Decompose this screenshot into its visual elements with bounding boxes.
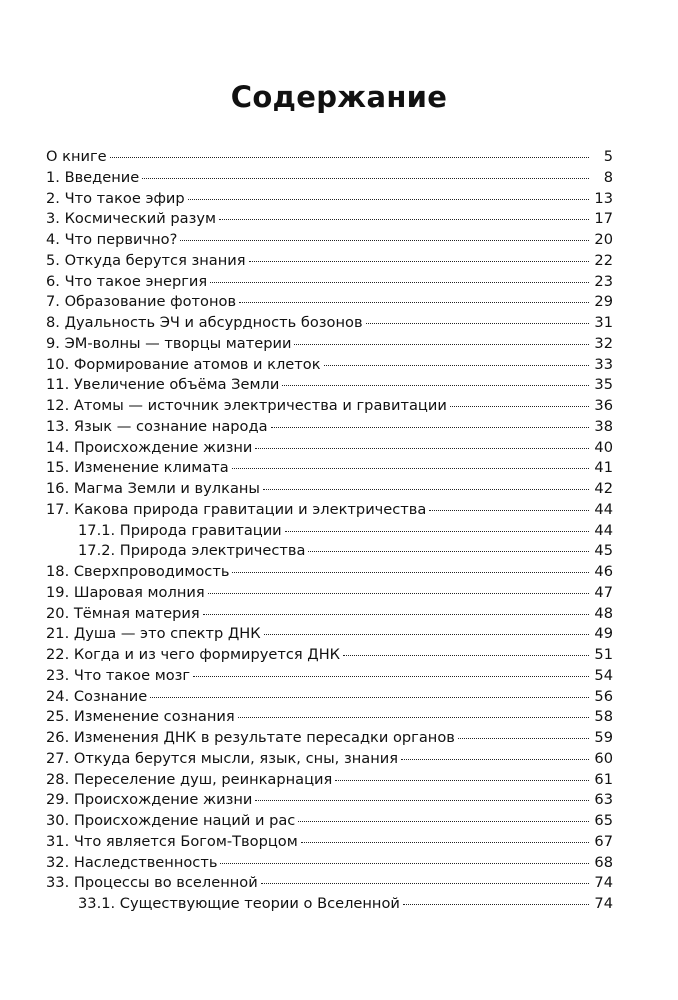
table-of-contents: [46, 147, 613, 915]
toc-entry-title: 4. Что первично?: [46, 231, 178, 248]
toc-dot-leader: [193, 676, 589, 677]
toc-entry-title: 11. Увеличение объёма Земли: [46, 376, 280, 394]
toc-entry-title: 28. Переселение душ, реинкарнация: [46, 770, 333, 788]
toc-dot-leader: [429, 510, 589, 511]
toc-entry: [46, 853, 613, 874]
toc-entry: [46, 770, 613, 791]
toc-subentry: [46, 521, 613, 542]
toc-entry: [46, 811, 613, 832]
toc-page-number: 29: [594, 293, 613, 311]
toc-entry: [46, 479, 613, 500]
toc-entry-title: 9. ЭМ-волны — творцы материи: [46, 334, 292, 352]
toc-dot-leader: [308, 551, 589, 552]
toc-entry-title: 33. Процессы во вселенной: [46, 874, 258, 892]
toc-page-number: 23: [594, 272, 613, 290]
toc-dot-leader: [343, 655, 589, 656]
toc-entry: [46, 583, 613, 604]
toc-entry-title: 26. Изменения ДНК в результате пересадки органов: [46, 729, 455, 746]
toc-entry-title: 14. Происхождение жизни: [46, 438, 253, 456]
toc-dot-leader: [239, 302, 589, 303]
toc-dot-leader: [401, 759, 589, 760]
toc-entry-title: 19. Шаровая молния: [46, 583, 205, 601]
toc-entry: [46, 189, 613, 210]
toc-entry: [46, 728, 613, 749]
toc-entry-title: 7. Образование фотонов: [46, 293, 237, 311]
toc-page-number: 56: [594, 687, 613, 705]
toc-entry: [46, 396, 613, 417]
toc-entry: [46, 624, 613, 645]
toc-dot-leader: [263, 489, 589, 490]
toc-entry: [46, 832, 613, 853]
toc-entry-title: 23. Что такое мозг: [46, 666, 191, 684]
toc-page-number: 8: [603, 168, 613, 186]
toc-dot-leader: [110, 157, 589, 158]
toc-page-number: 59: [594, 729, 613, 746]
toc-entry: [46, 500, 613, 521]
toc-page-number: 20: [594, 231, 613, 248]
toc-entry-title: 20. Тёмная материя: [46, 604, 200, 622]
toc-page-number: 45: [594, 542, 613, 560]
toc-dot-leader: [232, 572, 589, 573]
toc-page-number: 40: [594, 438, 613, 456]
toc-entry-title: О книге: [46, 148, 107, 165]
toc-entry: [46, 707, 613, 728]
toc-dot-leader: [271, 427, 589, 428]
toc-page-number: 13: [594, 189, 613, 207]
toc-entry: [46, 355, 613, 376]
toc-entry: [46, 645, 613, 666]
toc-dot-leader: [180, 240, 589, 241]
toc-page-number: 51: [594, 646, 613, 663]
toc-entry-title: 1. Введение: [46, 168, 140, 186]
toc-page-number: 38: [594, 417, 613, 435]
toc-entry-title: 17.2. Природа электричества: [78, 542, 306, 560]
toc-dot-leader: [232, 468, 589, 469]
toc-page-number: 61: [594, 770, 613, 788]
toc-entry-title: 12. Атомы — источник электричества и гравитации: [46, 397, 447, 414]
toc-entry-title: 17. Какова природа гравитации и электричества: [46, 500, 427, 518]
toc-entry: [46, 334, 613, 355]
toc-entry-title: 24. Сознание: [46, 687, 148, 705]
toc-dot-leader: [403, 904, 589, 905]
toc-page-number: 74: [594, 874, 613, 892]
toc-page-number: 35: [594, 376, 613, 394]
toc-entry-title: 21. Душа — это спектр ДНК: [46, 625, 261, 643]
toc-entry-title: 13. Язык — сознание народа: [46, 417, 268, 435]
toc-entry: [46, 687, 613, 708]
toc-dot-leader: [255, 800, 589, 801]
toc-dot-leader: [458, 738, 589, 739]
toc-entry: [46, 790, 613, 811]
toc-entry: [46, 438, 613, 459]
toc-page-number: 31: [594, 314, 613, 331]
toc-entry: [46, 417, 613, 438]
toc-dot-leader: [203, 614, 589, 615]
toc-page-number: 41: [594, 459, 613, 477]
toc-entry: [46, 168, 613, 189]
toc-dot-leader: [294, 344, 589, 345]
toc-entry-title: 27. Откуда берутся мысли, язык, сны, знания: [46, 749, 398, 767]
toc-page-number: 32: [594, 334, 613, 352]
toc-page-number: 36: [594, 397, 613, 414]
toc-entry: [46, 292, 613, 313]
toc-page-number: 60: [594, 749, 613, 767]
toc-dot-leader: [324, 365, 589, 366]
toc-dot-leader: [210, 282, 589, 283]
toc-entry: [46, 147, 613, 168]
toc-entry: [46, 666, 613, 687]
toc-dot-leader: [255, 448, 589, 449]
toc-entry-title: 5. Откуда берутся знания: [46, 251, 246, 269]
toc-page-number: 46: [594, 563, 613, 580]
toc-entry-title: 10. Формирование атомов и клеток: [46, 355, 321, 373]
toc-page-number: 44: [594, 500, 613, 518]
toc-page-number: 65: [594, 812, 613, 829]
toc-page-number: 22: [594, 251, 613, 269]
toc-dot-leader: [249, 261, 589, 262]
toc-page-number: 47: [594, 583, 613, 601]
toc-entry-title: 6. Что такое энергия: [46, 272, 208, 290]
toc-entry-title: 33.1. Существующие теории о Вселенной: [78, 895, 400, 912]
toc-entry: [46, 458, 613, 479]
toc-entry-title: 2. Что такое эфир: [46, 189, 185, 207]
toc-page-number: 67: [594, 832, 613, 850]
toc-entry-title: 22. Когда и из чего формируется ДНК: [46, 646, 341, 663]
toc-entry: [46, 209, 613, 230]
toc-entry: [46, 562, 613, 583]
toc-dot-leader: [264, 634, 589, 635]
toc-page-number: 58: [594, 708, 613, 726]
toc-dot-leader: [220, 863, 589, 864]
toc-dot-leader: [208, 593, 589, 594]
toc-page-number: 5: [603, 148, 613, 165]
toc-dot-leader: [298, 821, 589, 822]
toc-entry: [46, 749, 613, 770]
toc-entry-title: 31. Что является Богом-Творцом: [46, 832, 298, 850]
toc-dot-leader: [335, 780, 589, 781]
toc-page-number: 42: [594, 480, 613, 497]
toc-entry: [46, 873, 613, 894]
toc-dot-leader: [450, 406, 589, 407]
toc-dot-leader: [261, 883, 589, 884]
toc-entry-title: 32. Наследственность: [46, 853, 218, 871]
toc-page-number: 17: [594, 210, 613, 228]
toc-entry-title: 3. Космический разум: [46, 210, 217, 228]
toc-dot-leader: [219, 219, 589, 220]
toc-entry-title: 29. Происхождение жизни: [46, 791, 253, 809]
toc-entry: [46, 272, 613, 293]
toc-dot-leader: [282, 385, 589, 386]
toc-page-number: 54: [594, 666, 613, 684]
toc-entry: [46, 230, 613, 251]
toc-page-number: 74: [594, 895, 613, 912]
toc-dot-leader: [238, 717, 589, 718]
toc-entry: [46, 251, 613, 272]
toc-subentry: [46, 541, 613, 562]
toc-subentry: [46, 894, 613, 915]
toc-page-number: 63: [594, 791, 613, 809]
toc-page-number: 68: [594, 853, 613, 871]
toc-page-number: 33: [594, 355, 613, 373]
toc-page-number: 44: [594, 521, 613, 539]
toc-entry-title: 18. Сверхпроводимость: [46, 563, 230, 580]
toc-entry-title: 17.1. Природа гравитации: [78, 521, 282, 539]
toc-entry: [46, 313, 613, 334]
toc-dot-leader: [301, 842, 589, 843]
toc-entry-title: 16. Магма Земли и вулканы: [46, 480, 260, 497]
toc-dot-leader: [142, 178, 589, 179]
toc-dot-leader: [150, 697, 589, 698]
toc-entry: [46, 604, 613, 625]
toc-dot-leader: [285, 531, 589, 532]
page-title: Содержание: [230, 80, 448, 114]
toc-dot-leader: [188, 199, 589, 200]
toc-entry-title: 15. Изменение климата: [46, 459, 229, 477]
toc-entry-title: 8. Дуальность ЭЧ и абсурдность бозонов: [46, 314, 363, 331]
toc-page-number: 48: [594, 604, 613, 622]
toc-entry-title: 30. Происхождение наций и рас: [46, 812, 296, 829]
toc-page-number: 49: [594, 625, 613, 643]
toc-dot-leader: [366, 323, 589, 324]
toc-entry: [46, 375, 613, 396]
toc-entry-title: 25. Изменение сознания: [46, 708, 235, 726]
